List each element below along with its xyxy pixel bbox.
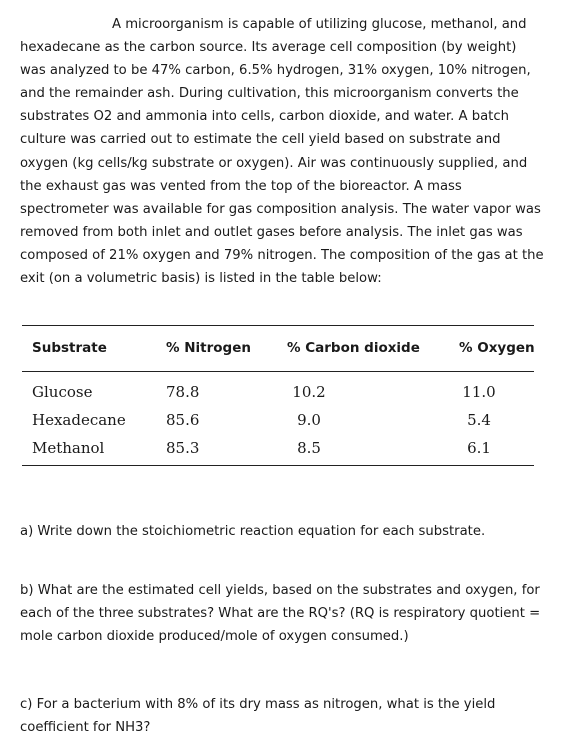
cell-carbon-dioxide: 8.5 [297,439,321,457]
cell-nitrogen: 85.3 [166,439,200,457]
cell-oxygen: 5.4 [467,411,491,429]
table-header-rule [22,371,534,372]
cell-substrate: Hexadecane [32,411,126,429]
header-oxygen: % Oxygen [459,340,535,356]
header-nitrogen: % Nitrogen [166,340,251,356]
header-substrate: Substrate [32,340,107,356]
question-a: a) Write down the stoichiometric reaction equation for each substrate. [20,524,486,539]
table-top-rule [22,325,534,326]
cell-carbon-dioxide: 10.2 [292,383,326,401]
table-bottom-rule [22,465,534,466]
cell-nitrogen: 78.8 [166,383,200,401]
cell-substrate: Methanol [32,439,105,457]
cell-carbon-dioxide: 9.0 [297,411,321,429]
question-b: b) What are the estimated cell yields, based on the substrates and oxygen, for each of the three substrates? What are the RQ's? (RQ is respiratory quotient = mole carbon dioxide produced/mole of oxygen consumed.) [20,583,541,645]
header-carbon-dioxide: % Carbon dioxide [287,340,420,356]
question-c: c) For a bacterium with 8% of its dry mass as nitrogen, what is the yield coefficient for NH3? [20,697,496,736]
cell-oxygen: 6.1 [467,439,491,457]
cell-nitrogen: 85.6 [166,411,200,429]
cell-oxygen: 11.0 [462,383,496,401]
cell-substrate: Glucose [32,383,93,401]
problem-statement: A microorganism is capable of utilizing glucose, methanol, and hexadecane as the carbon source. Its average cell composition (by weight) was analyzed to be 47% carbon, 6.5% hydrogen, 31% oxygen, 10% nitrogen, and the remainder ash. During cultivation, this microorganism converts the substrates O2 and ammonia into cells, carbon dioxide, and water. A batch culture was carried out to estimate the cell yield based on substrate and oxygen (kg cells/kg substrate or oxygen). Air was continuously supplied, and the exhaust gas was vented from the top of the bioreactor. A mass spectrometer was available for gas composition analysis. The water vapor was removed from both inlet and outlet gases before analysis. The inlet gas was composed of 21% oxygen and 79% nitrogen. The composition of the gas at the exit (on a volumetric basis) is listed in the table below: [20,17,544,287]
